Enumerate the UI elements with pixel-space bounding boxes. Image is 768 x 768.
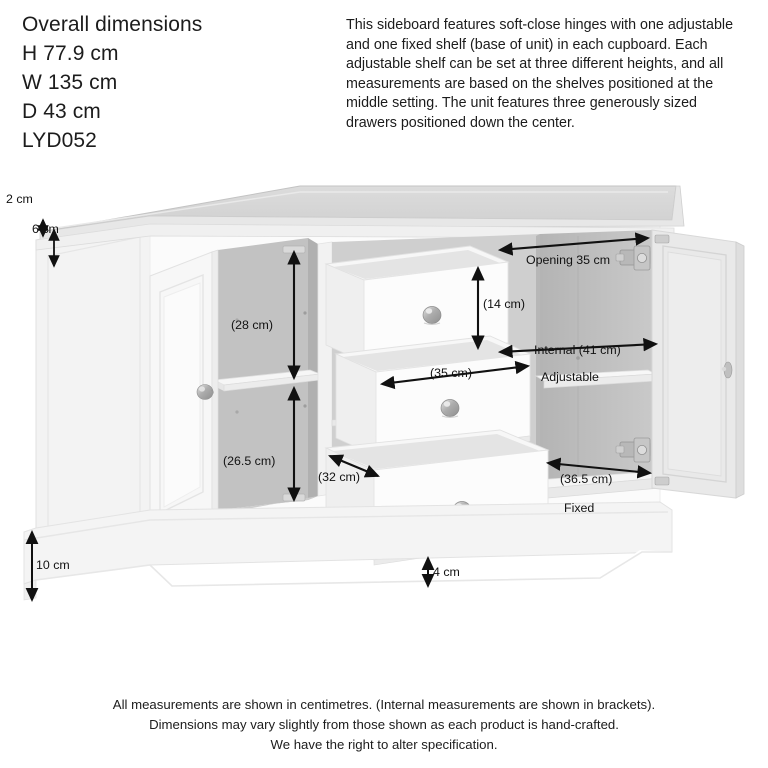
label-opening: Opening 35 cm <box>526 253 611 267</box>
footer-disclaimer <box>0 695 768 755</box>
left-cupboard-interior <box>212 238 320 513</box>
label-base-gap: 4 cm <box>433 565 460 579</box>
spec-product-code: LYD052 <box>22 129 97 152</box>
label-base-depth: (36.5 cm) <box>560 472 613 486</box>
label-top-overhang: 2 cm <box>6 192 33 206</box>
label-drawer-height: (14 cm) <box>483 297 525 311</box>
spec-height: H 77.9 cm <box>22 42 119 65</box>
left-cupboard-door[interactable] <box>150 250 218 540</box>
label-top-thickness: 6 cm <box>32 222 59 236</box>
left-door-knob[interactable] <box>197 385 213 400</box>
product-description: This sideboard features soft-close hinges with one adjustable and one fixed shelf (base of unit) in each cupboard. Each adjustable shelf can be set at three different heights, and all measurements are based on the shelves positioned at the middle setting. The unit features three generously sized drawers positioned down the center. <box>346 17 734 131</box>
label-plinth-height: 10 cm <box>36 558 70 572</box>
carcass-left-side <box>36 216 150 552</box>
spec-depth: D 43 cm <box>22 100 101 123</box>
footer-line-3: We have the right to alter specification. <box>270 737 498 752</box>
overall-dimensions-block <box>22 10 322 155</box>
right-cupboard-door[interactable] <box>652 230 744 498</box>
label-upper-shelf-gap: (28 cm) <box>231 318 273 332</box>
label-drawer-depth: (32 cm) <box>318 470 360 484</box>
label-adjustable-shelf: Adjustable <box>541 370 599 384</box>
spec-width: W 135 cm <box>22 71 118 94</box>
page-title: Overall dimensions <box>22 13 203 36</box>
sideboard-illustration <box>0 180 768 630</box>
footer-line-2: Dimensions may vary slightly from those shown as each product is hand-crafted. <box>149 717 619 732</box>
right-cupboard-interior <box>536 230 660 498</box>
label-lower-shelf-gap: (26.5 cm) <box>223 454 276 468</box>
label-internal: Internal (41 cm) <box>534 343 621 357</box>
label-fixed-shelf: Fixed <box>564 501 595 515</box>
plinth-base <box>24 502 672 604</box>
footer-line-1: All measurements are shown in centimetres. (Internal measurements are shown in brackets). <box>112 697 656 712</box>
label-drawer-width: (35 cm) <box>430 366 472 380</box>
